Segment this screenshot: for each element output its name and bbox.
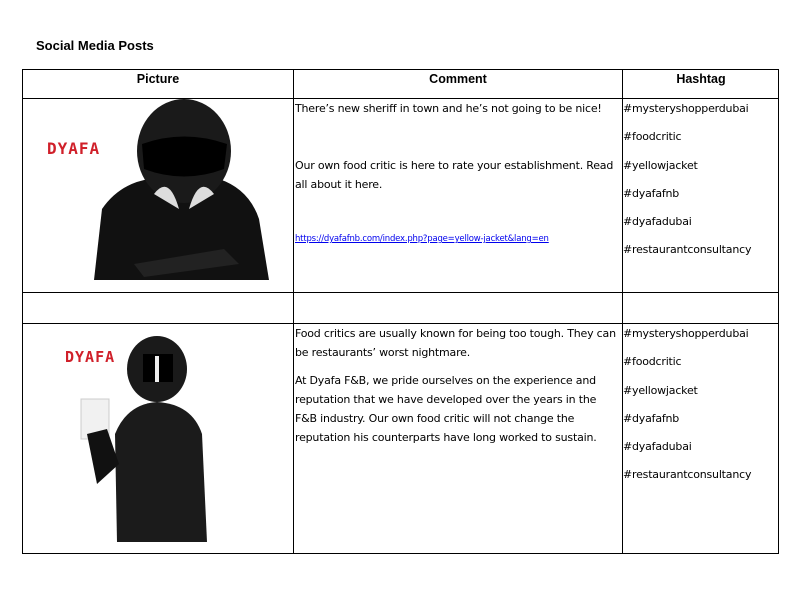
- hashtag: #yellowjacket: [623, 158, 698, 172]
- hashtag-cell-2: [623, 324, 779, 494]
- comment-cell-2: [295, 324, 617, 447]
- hashtag: #dyafadubai: [623, 215, 692, 229]
- hashtag: #foodcritic: [623, 355, 682, 369]
- header-picture: Picture: [136, 72, 180, 86]
- comment-text: Our own food critic is here to rate your establishment. Read all about it here.: [295, 159, 614, 191]
- dyafa-logo: DYAFA: [65, 348, 116, 366]
- hashtag: #dyafafnb: [623, 186, 680, 200]
- hashtag: #dyafadubai: [623, 440, 692, 454]
- dyafa-logo: DYAFA: [47, 139, 101, 158]
- hashtag: #dyafafnb: [623, 411, 680, 425]
- comment-text: At Dyafa F&B, we pride ourselves on the experience and reputation that we have developed over the years in the F&B industry. Our own food critic will not change the reputation his counterparts have long worked to sustain.: [295, 374, 597, 444]
- header-hashtag: Hashtag: [676, 72, 726, 86]
- hashtag: #foodcritic: [623, 130, 682, 144]
- post-link[interactable]: https://dyafafnb.com/index.php?page=yellow-jacket&lang=en: [295, 234, 549, 244]
- hashtag-cell-1: [623, 99, 779, 269]
- post-image-1: [24, 99, 292, 280]
- comment-text: Food critics are usually known for being too tough. They can be restaurants’ worst nightmare.: [295, 327, 616, 359]
- comment-cell-1: [295, 99, 617, 249]
- helmet-rider-image: [57, 324, 261, 542]
- helmet-rider-image: [24, 99, 292, 280]
- hashtag: #yellowjacket: [623, 383, 698, 397]
- divider: [293, 70, 294, 553]
- header-comment: Comment: [429, 72, 487, 86]
- hashtag: #mysteryshopperdubai: [623, 102, 749, 115]
- hashtag: #mysteryshopperdubai: [623, 327, 749, 340]
- comment-text: There’s new sheriff in town and he’s not going to be nice!: [295, 102, 602, 115]
- hashtag: #restaurantconsultancy: [623, 243, 752, 257]
- social-media-table: [22, 69, 779, 554]
- page-title: Social Media Posts: [36, 38, 154, 53]
- post-image-2: [57, 324, 261, 542]
- hashtag: #restaurantconsultancy: [623, 468, 752, 482]
- divider: [23, 292, 778, 293]
